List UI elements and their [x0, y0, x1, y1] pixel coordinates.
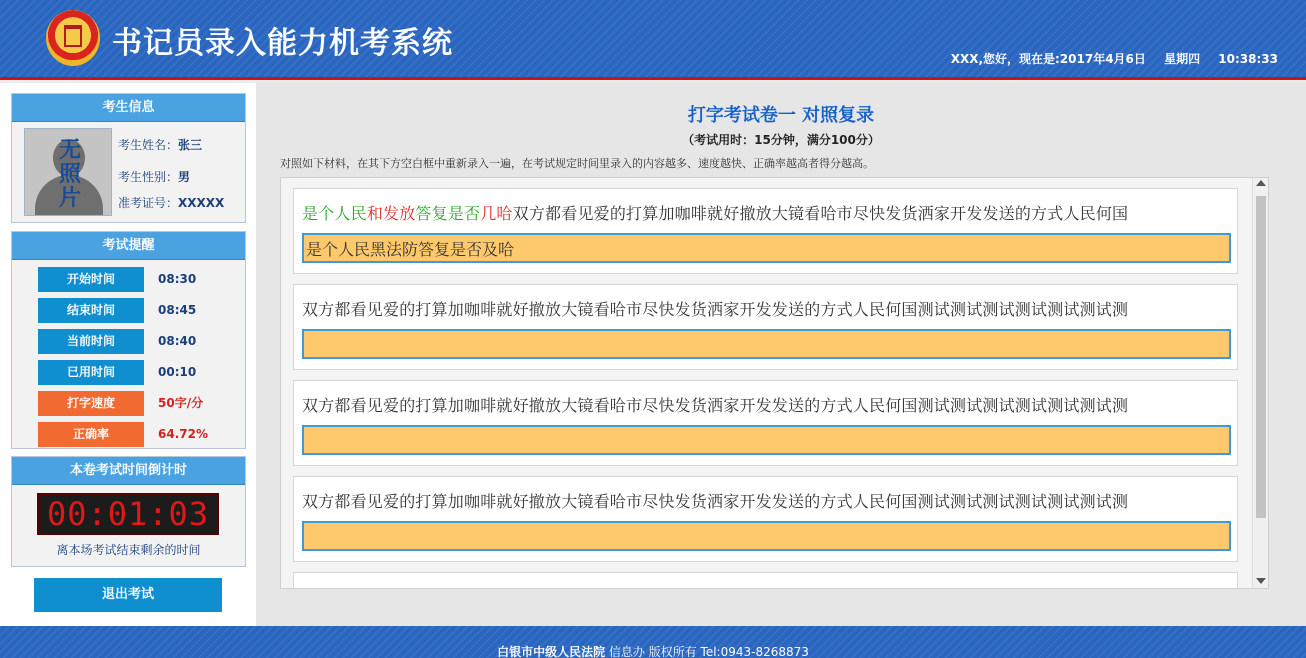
tip-label: 打字速度 — [38, 391, 144, 416]
candidate-gender-row — [118, 168, 190, 185]
tip-value: 08:30 — [158, 272, 197, 286]
exam-tips-panel — [11, 231, 246, 449]
weekday-text: 星期四 — [1164, 52, 1201, 66]
name-label: 考生姓名： — [118, 138, 179, 152]
footer-text — [0, 643, 1306, 658]
source-text-segment-bad: 几哈 — [480, 204, 513, 223]
court-emblem-icon — [46, 10, 100, 66]
candidate-gender: 男 — [178, 170, 191, 184]
question-list — [280, 177, 1269, 589]
candidate-photo — [24, 128, 112, 216]
candidate-name: 张三 — [178, 138, 203, 152]
tip-value: 50字/分 — [158, 396, 204, 410]
question-card — [293, 572, 1238, 589]
app-footer — [0, 626, 1306, 658]
question-card — [293, 380, 1238, 466]
tip-label: 已用时间 — [38, 360, 144, 385]
typing-input[interactable] — [302, 425, 1231, 455]
typing-input[interactable] — [302, 521, 1231, 551]
app-title: 书记员录入能力机考系统 — [112, 26, 453, 61]
countdown-display: 00:01:03 — [37, 493, 219, 535]
panel-title: 本卷考试时间倒计时 — [12, 457, 245, 485]
source-text: 双方都看见爱的打算加咖啡就好撤放大镜看哈市尽快发货洒家开发发送的方式人民何国测试测试测试测试测试测试测 — [302, 396, 1129, 415]
question-card — [293, 284, 1238, 370]
tip-row-current-time — [38, 329, 238, 354]
tip-value: 08:40 — [158, 334, 197, 348]
candidate-id: XXXXX — [178, 196, 225, 210]
exit-exam-button[interactable]: 退出考试 — [34, 578, 222, 612]
footer-org: 白银市中级人民法院 — [497, 645, 606, 658]
countdown-panel — [11, 456, 246, 567]
tip-label: 开始时间 — [38, 267, 144, 292]
candidate-name-row — [118, 136, 202, 153]
tip-row-elapsed-time — [38, 360, 238, 385]
exam-title: 打字考试卷一 对照复录 — [687, 105, 875, 126]
typing-input[interactable] — [302, 329, 1231, 359]
exam-subtitle: （考试用时：15分钟，满分100分） — [682, 133, 880, 147]
tip-value: 64.72% — [158, 427, 208, 441]
gender-label: 考生性别： — [118, 170, 179, 184]
greeting-bar — [951, 50, 1278, 67]
tip-value: 08:45 — [158, 303, 197, 317]
scrollbar-thumb[interactable] — [1256, 196, 1266, 518]
candidate-info-panel — [11, 93, 246, 223]
source-text — [302, 201, 1128, 224]
scroll-down-arrow-icon[interactable] — [1256, 578, 1266, 584]
exam-main — [256, 83, 1306, 626]
scroll-up-arrow-icon[interactable] — [1256, 180, 1266, 186]
tip-row-end-time — [38, 298, 238, 323]
question-card — [293, 188, 1238, 274]
question-card — [293, 476, 1238, 562]
footer-copyright: 信息办 版权所有 Tel:0943-8268873 — [608, 645, 809, 658]
id-label: 准考证号： — [118, 196, 179, 210]
greeting-text: XXX,您好，现在是:2017年4月6日 — [950, 52, 1146, 66]
source-text-segment-plain: 双方都看见爱的打算加咖啡就好撤放大镜看哈市尽快发货洒家开发发送的方式人民何国 — [512, 204, 1129, 223]
source-text-segment-ok: 答复是否 — [415, 204, 481, 223]
source-text-segment-ok: 是个人民 — [302, 204, 367, 223]
countdown-note: 离本场考试结束剩余的时间 — [56, 543, 201, 557]
app-header — [0, 0, 1306, 80]
photo-placeholder-text: 无照片 — [58, 138, 81, 211]
tip-row-start-time — [38, 267, 238, 292]
panel-title: 考试提醒 — [12, 232, 245, 260]
tip-row-accuracy — [38, 422, 238, 447]
tip-label: 正确率 — [38, 422, 144, 447]
candidate-id-row — [118, 194, 224, 211]
tip-label: 当前时间 — [38, 329, 144, 354]
sidebar — [0, 83, 256, 626]
vertical-scrollbar[interactable] — [1252, 178, 1268, 588]
typing-input[interactable] — [302, 233, 1231, 263]
panel-title: 考生信息 — [12, 94, 245, 122]
tip-row-typing-speed — [38, 391, 238, 416]
source-text-segment-bad: 和发放 — [366, 204, 416, 223]
tip-value: 00:10 — [158, 365, 197, 379]
source-text: 双方都看见爱的打算加咖啡就好撤放大镜看哈市尽快发货洒家开发发送的方式人民何国测试测试测试测试测试测试测 — [302, 300, 1129, 319]
tip-label: 结束时间 — [38, 298, 144, 323]
exam-instruction: 对照如下材料，在其下方空白框中重新录入一遍，在考试规定时间里录入的内容越多、速度越快、正确率越高者得分越高。 — [280, 157, 874, 170]
clock-text: 10:38:33 — [1218, 52, 1278, 66]
source-text: 双方都看见爱的打算加咖啡就好撤放大镜看哈市尽快发货洒家开发发送的方式人民何国测试测试测试测试测试测试测 — [302, 492, 1129, 511]
